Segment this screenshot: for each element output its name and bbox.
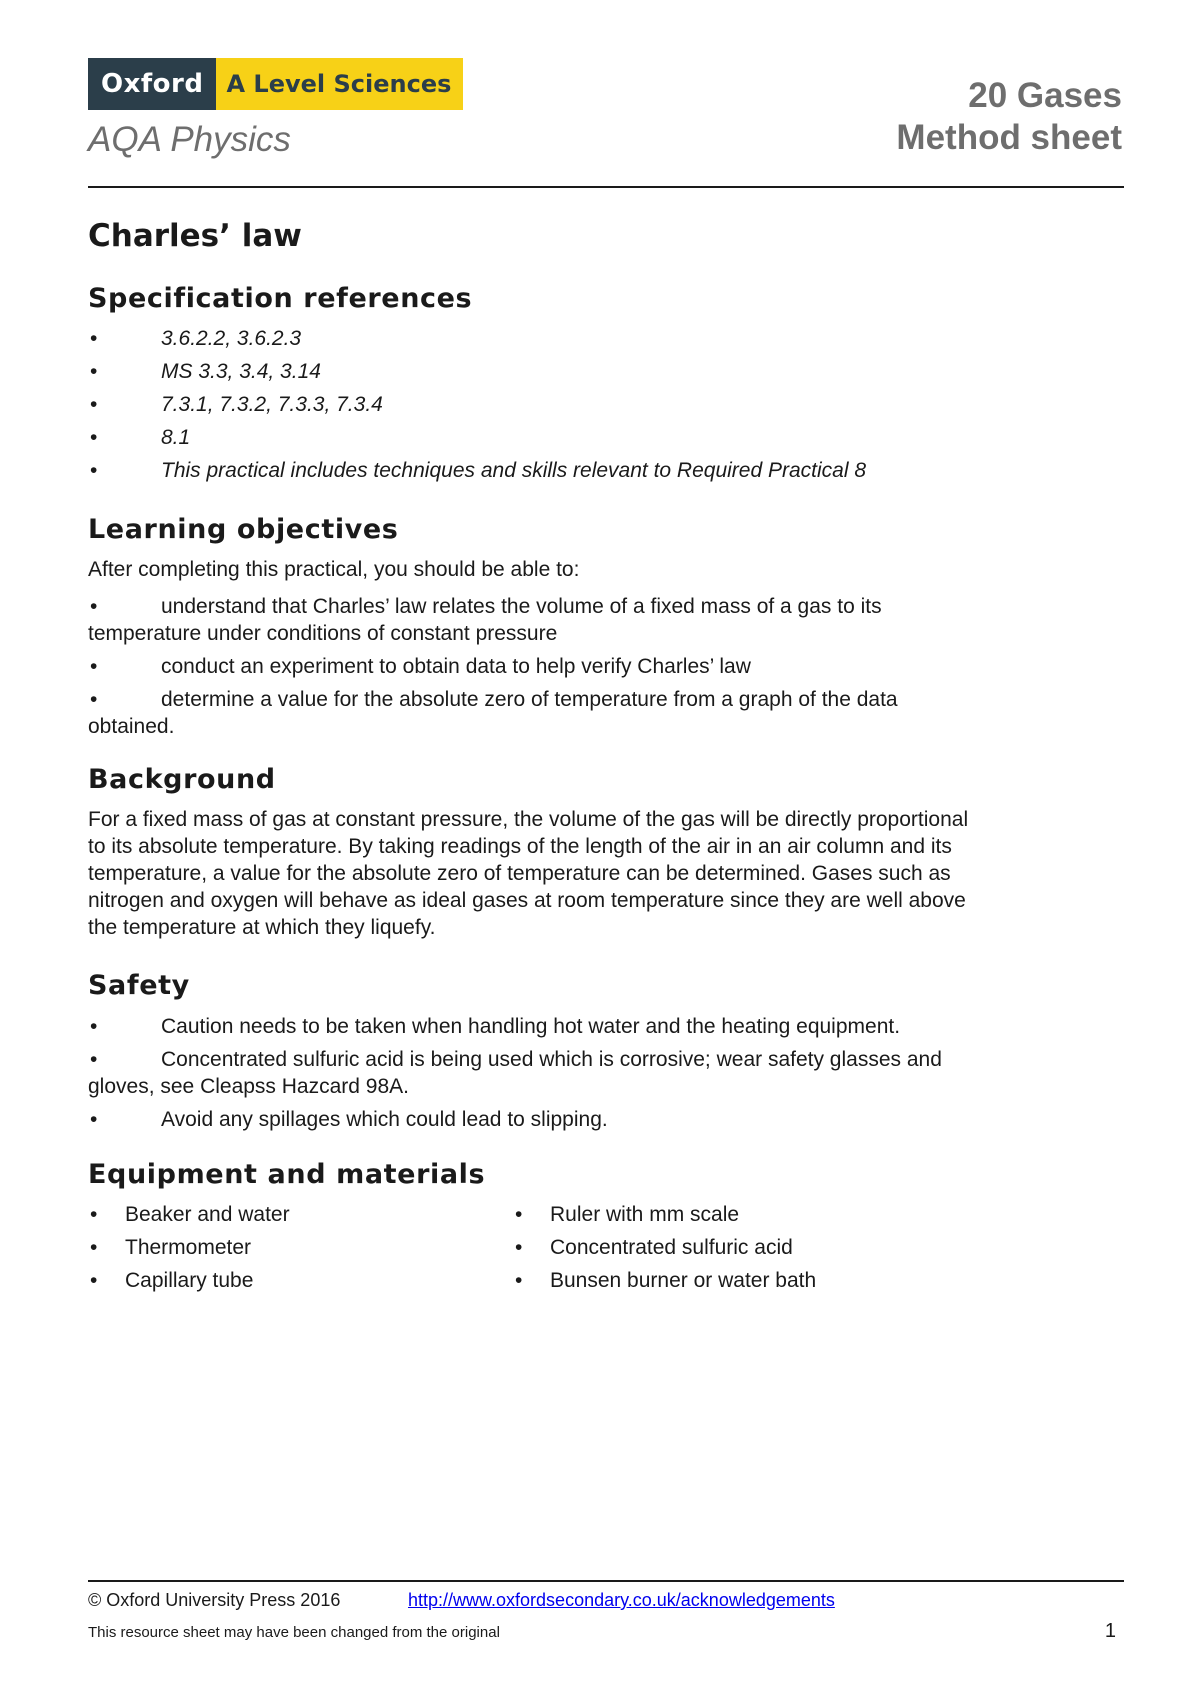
equipment-item: • Capillary tube: [88, 1264, 513, 1297]
safety-item: • Caution needs to be taken when handling hot water and the heating equipment.: [88, 1013, 988, 1040]
logo-oxford-text: Oxford: [88, 58, 216, 110]
background-text: For a fixed mass of gas at constant pressure, the volume of the gas will be directly proportional to its absolute temperature. By taking readings of the length of the air in an air column and its temperature, a value for the absolute zero of temperature can be determined. Gases such as nitrogen and oxygen will behave as ideal gases at room temperature since they are well above the temperature at which they liquefy.: [88, 808, 969, 939]
equipment-item: • Bunsen burner or water bath: [513, 1264, 938, 1297]
spec-item: • 7.3.1, 7.3.2, 7.3.3, 7.3.4: [88, 388, 988, 421]
sheet-type: Method sheet: [896, 118, 1122, 157]
spec-item: • This practical includes techniques and skills relevant to Required Practical 8: [88, 454, 988, 487]
equipment-item: • Ruler with mm scale: [513, 1198, 938, 1231]
spec-item: • MS 3.3, 3.4, 3.14: [88, 355, 988, 388]
objective-item: • understand that Charles’ law relates the volume of a fixed mass of a gas to its temperature under conditions of constant pressure: [88, 593, 988, 647]
spec-list: [88, 322, 988, 487]
equipment-item: • Thermometer: [88, 1231, 513, 1264]
safety-item: • Avoid any spillages which could lead to slipping.: [88, 1106, 988, 1133]
objectives-list: [88, 593, 988, 740]
background-heading: Background: [88, 764, 276, 795]
objectives-heading: Learning objectives: [88, 514, 399, 545]
logo-alevel-text: A Level Sciences: [216, 58, 463, 110]
objectives-intro: After completing this practical, you should be able to:: [88, 558, 580, 581]
spec-item: • 8.1: [88, 421, 988, 454]
spec-item: • 3.6.2.2, 3.6.2.3: [88, 322, 988, 355]
equipment-heading: Equipment and materials: [88, 1159, 486, 1190]
acknowledgements-link[interactable]: http://www.oxfordsecondary.co.uk/acknowledgements: [408, 1590, 835, 1610]
equipment-lists: [88, 1198, 988, 1297]
copyright-text: © Oxford University Press 2016: [88, 1590, 341, 1610]
subject-title: AQA Physics: [88, 120, 291, 159]
oxford-logo: [88, 58, 463, 110]
topic-title: 20 Gases: [968, 76, 1122, 115]
safety-item: • Concentrated sulfuric acid is being used which is corrosive; wear safety glasses and gloves, see Cleapss Hazcard 98A.: [88, 1046, 988, 1100]
equipment-item: • Concentrated sulfuric acid: [513, 1231, 938, 1264]
equipment-list-left: [88, 1198, 513, 1297]
objective-item: • conduct an experiment to obtain data to help verify Charles’ law: [88, 653, 988, 680]
header-divider: [88, 186, 1124, 188]
equipment-list-right: [513, 1198, 938, 1297]
footer-note: This resource sheet may have been changed from the original: [88, 1624, 500, 1641]
page-number: 1: [1104, 1620, 1116, 1642]
spec-heading: Specification references: [88, 283, 473, 314]
main-content: [88, 218, 988, 1297]
page-title: Charles’ law: [88, 218, 302, 254]
safety-heading: Safety: [88, 970, 190, 1001]
safety-list: [88, 1013, 988, 1133]
footer-divider: [88, 1580, 1124, 1582]
equipment-item: • Beaker and water: [88, 1198, 513, 1231]
page-header: [88, 58, 1122, 188]
objective-item: • determine a value for the absolute zero of temperature from a graph of the data obtained.: [88, 686, 988, 740]
